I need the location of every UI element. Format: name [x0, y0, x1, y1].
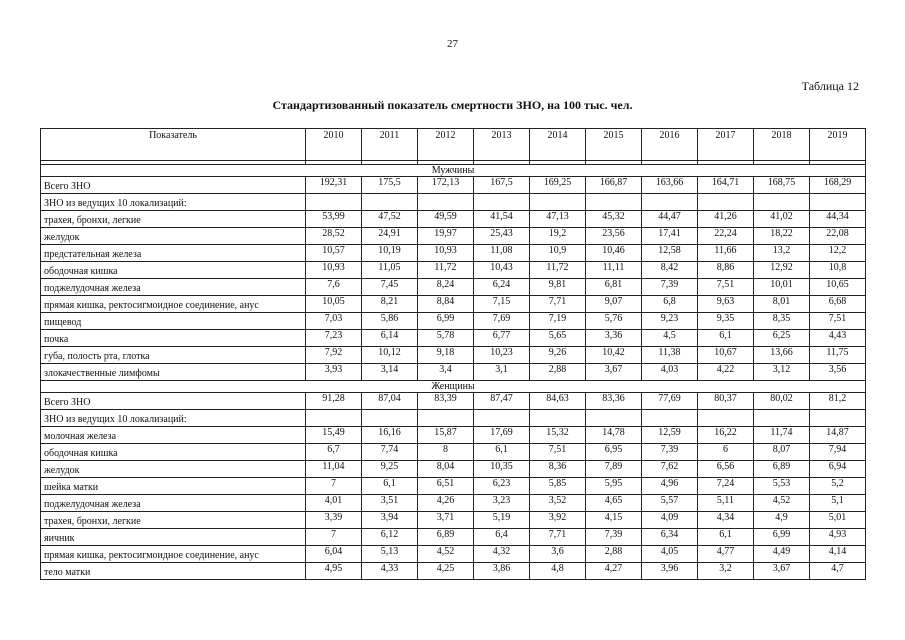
row-value: 47,13 — [530, 211, 586, 228]
header-year: 2019 — [810, 129, 866, 161]
row-name: яичник — [41, 529, 306, 546]
row-value: 3,4 — [418, 364, 474, 381]
row-value: 10,23 — [474, 347, 530, 364]
row-name: Всего ЗНО — [41, 177, 306, 194]
empty-cell — [362, 410, 418, 427]
row-value: 8,04 — [418, 461, 474, 478]
row-value: 163,66 — [642, 177, 698, 194]
row-value: 5,1 — [810, 495, 866, 512]
row-value: 7,74 — [362, 444, 418, 461]
row-value: 10,43 — [474, 262, 530, 279]
row-value: 23,56 — [586, 228, 642, 245]
row-value: 3,1 — [474, 364, 530, 381]
empty-cell — [418, 194, 474, 211]
row-value: 17,41 — [642, 228, 698, 245]
row-value: 10,05 — [306, 296, 362, 313]
row-value: 5,57 — [642, 495, 698, 512]
row-value: 6,99 — [418, 313, 474, 330]
row-value: 6,1 — [474, 444, 530, 461]
row-value: 6,25 — [754, 330, 810, 347]
table-row — [41, 427, 866, 444]
row-value: 25,43 — [474, 228, 530, 245]
row-value: 8,01 — [754, 296, 810, 313]
row-value: 10,46 — [586, 245, 642, 262]
row-name: губа, полость рта, глотка — [41, 347, 306, 364]
row-value: 3,36 — [586, 330, 642, 347]
empty-cell — [586, 410, 642, 427]
row-value: 8,35 — [754, 313, 810, 330]
row-value: 4,93 — [810, 529, 866, 546]
row-value: 4,15 — [586, 512, 642, 529]
row-value: 5,13 — [362, 546, 418, 563]
row-value: 84,63 — [530, 393, 586, 410]
row-value: 7,19 — [530, 313, 586, 330]
row-value: 4,5 — [642, 330, 698, 347]
row-value: 19,97 — [418, 228, 474, 245]
row-value: 8,24 — [418, 279, 474, 296]
row-value: 10,93 — [418, 245, 474, 262]
row-value: 3,93 — [306, 364, 362, 381]
row-value: 17,69 — [474, 427, 530, 444]
row-value: 3,6 — [530, 546, 586, 563]
table-row — [41, 347, 866, 364]
row-value: 83,39 — [418, 393, 474, 410]
row-value: 4,05 — [642, 546, 698, 563]
row-value: 6,4 — [474, 529, 530, 546]
table-body — [41, 161, 866, 580]
row-value: 8 — [418, 444, 474, 461]
row-value: 4,77 — [698, 546, 754, 563]
row-value: 6,24 — [474, 279, 530, 296]
row-value: 6,8 — [642, 296, 698, 313]
row-value: 16,16 — [362, 427, 418, 444]
row-value: 6,7 — [306, 444, 362, 461]
row-value: 3,94 — [362, 512, 418, 529]
header-row — [41, 129, 866, 161]
empty-cell — [810, 410, 866, 427]
row-value: 3,86 — [474, 563, 530, 580]
row-value: 4,22 — [698, 364, 754, 381]
row-value: 15,32 — [530, 427, 586, 444]
row-value: 167,5 — [474, 177, 530, 194]
header-year: 2017 — [698, 129, 754, 161]
row-name: Всего ЗНО — [41, 393, 306, 410]
row-value: 7,39 — [642, 444, 698, 461]
row-value: 4,03 — [642, 364, 698, 381]
row-value: 9,81 — [530, 279, 586, 296]
empty-cell — [306, 410, 362, 427]
row-value: 6,89 — [418, 529, 474, 546]
row-name: тело матки — [41, 563, 306, 580]
row-value: 15,87 — [418, 427, 474, 444]
row-value: 4,95 — [306, 563, 362, 580]
section-label: Женщины — [41, 381, 866, 393]
row-value: 4,25 — [418, 563, 474, 580]
row-value: 5,86 — [362, 313, 418, 330]
row-value: 164,71 — [698, 177, 754, 194]
row-value: 10,8 — [810, 262, 866, 279]
row-value: 168,75 — [754, 177, 810, 194]
empty-cell — [642, 194, 698, 211]
row-value: 4,09 — [642, 512, 698, 529]
row-value: 9,35 — [698, 313, 754, 330]
row-value: 8,07 — [754, 444, 810, 461]
empty-cell — [586, 194, 642, 211]
row-value: 6,89 — [754, 461, 810, 478]
row-value: 11,11 — [586, 262, 642, 279]
row-value: 16,22 — [698, 427, 754, 444]
section-row — [41, 165, 866, 177]
table-row — [41, 245, 866, 262]
row-value: 3,12 — [754, 364, 810, 381]
row-value: 7,51 — [530, 444, 586, 461]
row-value: 41,02 — [754, 211, 810, 228]
table-title: Стандартизованный показатель смертности ЗНО, на 100 тыс. чел. — [272, 98, 633, 112]
header-year: 2018 — [754, 129, 810, 161]
row-value: 11,04 — [306, 461, 362, 478]
row-value: 4,43 — [810, 330, 866, 347]
row-value: 8,36 — [530, 461, 586, 478]
table-row — [41, 495, 866, 512]
empty-cell — [530, 410, 586, 427]
row-value: 14,87 — [810, 427, 866, 444]
subheader-label: ЗНО из ведущих 10 локализаций: — [41, 410, 306, 427]
row-value: 9,63 — [698, 296, 754, 313]
row-value: 11,05 — [362, 262, 418, 279]
row-value: 18,22 — [754, 228, 810, 245]
row-value: 22,08 — [810, 228, 866, 245]
table-row — [41, 262, 866, 279]
table-row — [41, 228, 866, 245]
table-row — [41, 444, 866, 461]
row-value: 5,11 — [698, 495, 754, 512]
row-value: 6,1 — [698, 529, 754, 546]
row-value: 172,13 — [418, 177, 474, 194]
row-value: 49,59 — [418, 211, 474, 228]
row-name: ободочная кишка — [41, 444, 306, 461]
row-value: 80,02 — [754, 393, 810, 410]
table-row — [41, 330, 866, 347]
table-row — [41, 563, 866, 580]
row-value: 7,24 — [698, 478, 754, 495]
row-value: 168,29 — [810, 177, 866, 194]
row-value: 7,15 — [474, 296, 530, 313]
row-value: 11,66 — [698, 245, 754, 262]
row-value: 7 — [306, 478, 362, 495]
table-row — [41, 364, 866, 381]
row-value: 11,72 — [530, 262, 586, 279]
empty-cell — [474, 410, 530, 427]
row-value: 9,26 — [530, 347, 586, 364]
row-value: 7,62 — [642, 461, 698, 478]
row-value: 6,51 — [418, 478, 474, 495]
row-name: пищевод — [41, 313, 306, 330]
row-value: 6,04 — [306, 546, 362, 563]
row-value: 3,14 — [362, 364, 418, 381]
row-value: 4,7 — [810, 563, 866, 580]
table-row — [41, 313, 866, 330]
row-value: 4,9 — [754, 512, 810, 529]
row-value: 6,14 — [362, 330, 418, 347]
row-name: поджелудочная железа — [41, 279, 306, 296]
row-value: 87,47 — [474, 393, 530, 410]
row-value: 7,51 — [810, 313, 866, 330]
row-value: 4,34 — [698, 512, 754, 529]
empty-cell — [418, 410, 474, 427]
row-value: 5,95 — [586, 478, 642, 495]
row-value: 53,99 — [306, 211, 362, 228]
row-value: 7,6 — [306, 279, 362, 296]
row-name: трахея, бронхи, легкие — [41, 512, 306, 529]
table-row — [41, 546, 866, 563]
row-value: 4,26 — [418, 495, 474, 512]
row-value: 3,96 — [642, 563, 698, 580]
empty-cell — [754, 194, 810, 211]
row-value: 91,28 — [306, 393, 362, 410]
table-row — [41, 512, 866, 529]
row-value: 3,2 — [698, 563, 754, 580]
row-value: 6,23 — [474, 478, 530, 495]
row-value: 166,87 — [586, 177, 642, 194]
empty-cell — [810, 194, 866, 211]
header-year: 2016 — [642, 129, 698, 161]
row-value: 11,75 — [810, 347, 866, 364]
row-value: 10,57 — [306, 245, 362, 262]
header-year: 2012 — [418, 129, 474, 161]
row-value: 9,25 — [362, 461, 418, 478]
row-value: 19,2 — [530, 228, 586, 245]
page-number: 27 — [447, 38, 458, 50]
row-value: 11,74 — [754, 427, 810, 444]
header-year: 2014 — [530, 129, 586, 161]
row-value: 10,65 — [810, 279, 866, 296]
row-value: 44,47 — [642, 211, 698, 228]
row-value: 7,45 — [362, 279, 418, 296]
row-value: 8,42 — [642, 262, 698, 279]
table-row — [41, 211, 866, 228]
row-value: 10,12 — [362, 347, 418, 364]
row-name: прямая кишка, ректосигмоидное соединение, анус — [41, 296, 306, 313]
row-value: 5,01 — [810, 512, 866, 529]
table-label: Таблица 12 — [801, 79, 859, 93]
row-value: 10,9 — [530, 245, 586, 262]
row-value: 6,12 — [362, 529, 418, 546]
row-name: злокачественные лимфомы — [41, 364, 306, 381]
row-value: 7,71 — [530, 529, 586, 546]
row-value: 4,52 — [418, 546, 474, 563]
row-value: 4,96 — [642, 478, 698, 495]
row-value: 5,53 — [754, 478, 810, 495]
row-value: 12,58 — [642, 245, 698, 262]
section-row — [41, 381, 866, 393]
table-row — [41, 296, 866, 313]
row-name: ободочная кишка — [41, 262, 306, 279]
header-year: 2010 — [306, 129, 362, 161]
empty-cell — [698, 194, 754, 211]
row-value: 175,5 — [362, 177, 418, 194]
row-value: 10,01 — [754, 279, 810, 296]
row-value: 15,49 — [306, 427, 362, 444]
row-value: 6,68 — [810, 296, 866, 313]
row-name: молочная железа — [41, 427, 306, 444]
row-value: 6,1 — [698, 330, 754, 347]
row-value: 10,19 — [362, 245, 418, 262]
header-indicator: Показатель — [41, 129, 306, 161]
header-year: 2011 — [362, 129, 418, 161]
row-name: почка — [41, 330, 306, 347]
empty-cell — [642, 410, 698, 427]
empty-cell — [474, 194, 530, 211]
row-value: 6,77 — [474, 330, 530, 347]
row-value: 3,92 — [530, 512, 586, 529]
empty-cell — [754, 410, 810, 427]
row-value: 6,56 — [698, 461, 754, 478]
row-value: 6,95 — [586, 444, 642, 461]
row-value: 7,92 — [306, 347, 362, 364]
row-value: 4,8 — [530, 563, 586, 580]
empty-cell — [530, 194, 586, 211]
row-name: прямая кишка, ректосигмоидное соединение, анус — [41, 546, 306, 563]
row-value: 83,36 — [586, 393, 642, 410]
table-row — [41, 461, 866, 478]
header-year: 2013 — [474, 129, 530, 161]
row-value: 5,76 — [586, 313, 642, 330]
row-value: 2,88 — [530, 364, 586, 381]
row-value: 7,39 — [586, 529, 642, 546]
row-value: 3,67 — [586, 364, 642, 381]
row-value: 4,27 — [586, 563, 642, 580]
row-value: 4,32 — [474, 546, 530, 563]
row-value: 3,56 — [810, 364, 866, 381]
empty-cell — [362, 194, 418, 211]
row-value: 6,99 — [754, 529, 810, 546]
row-value: 6,81 — [586, 279, 642, 296]
row-name: шейка матки — [41, 478, 306, 495]
row-value: 87,04 — [362, 393, 418, 410]
row-name: предстательная железа — [41, 245, 306, 262]
table-row — [41, 478, 866, 495]
row-value: 7,39 — [642, 279, 698, 296]
row-value: 13,66 — [754, 347, 810, 364]
row-value: 7,23 — [306, 330, 362, 347]
row-value: 81,2 — [810, 393, 866, 410]
row-value: 5,65 — [530, 330, 586, 347]
row-value: 3,67 — [754, 563, 810, 580]
row-value: 13,2 — [754, 245, 810, 262]
row-value: 4,01 — [306, 495, 362, 512]
table-row — [41, 279, 866, 296]
row-value: 9,07 — [586, 296, 642, 313]
row-value: 6 — [698, 444, 754, 461]
row-name: поджелудочная железа — [41, 495, 306, 512]
row-value: 5,78 — [418, 330, 474, 347]
row-value: 2,88 — [586, 546, 642, 563]
row-value: 3,51 — [362, 495, 418, 512]
row-value: 3,52 — [530, 495, 586, 512]
row-value: 12,59 — [642, 427, 698, 444]
row-value: 7,69 — [474, 313, 530, 330]
row-value: 22,24 — [698, 228, 754, 245]
row-value: 10,67 — [698, 347, 754, 364]
row-value: 44,34 — [810, 211, 866, 228]
row-value: 7,94 — [810, 444, 866, 461]
row-value: 80,37 — [698, 393, 754, 410]
row-value: 4,14 — [810, 546, 866, 563]
row-value: 4,52 — [754, 495, 810, 512]
row-value: 11,72 — [418, 262, 474, 279]
row-name: желудок — [41, 228, 306, 245]
row-value: 9,18 — [418, 347, 474, 364]
section-label: Мужчины — [41, 165, 866, 177]
row-value: 8,84 — [418, 296, 474, 313]
row-name: трахея, бронхи, легкие — [41, 211, 306, 228]
row-value: 12,92 — [754, 262, 810, 279]
row-value: 7,71 — [530, 296, 586, 313]
row-value: 5,2 — [810, 478, 866, 495]
row-value: 3,23 — [474, 495, 530, 512]
row-value: 6,94 — [810, 461, 866, 478]
header-year: 2015 — [586, 129, 642, 161]
row-value: 6,1 — [362, 478, 418, 495]
row-value: 77,69 — [642, 393, 698, 410]
row-value: 6,34 — [642, 529, 698, 546]
table-row — [41, 393, 866, 410]
row-value: 192,31 — [306, 177, 362, 194]
row-value: 8,21 — [362, 296, 418, 313]
row-value: 5,85 — [530, 478, 586, 495]
row-value: 7 — [306, 529, 362, 546]
row-value: 12,2 — [810, 245, 866, 262]
row-value: 4,65 — [586, 495, 642, 512]
row-value: 4,49 — [754, 546, 810, 563]
row-value: 47,52 — [362, 211, 418, 228]
row-value: 4,33 — [362, 563, 418, 580]
row-value: 7,03 — [306, 313, 362, 330]
row-value: 24,91 — [362, 228, 418, 245]
row-value: 7,51 — [698, 279, 754, 296]
row-value: 3,39 — [306, 512, 362, 529]
mortality-table — [40, 128, 866, 580]
row-value: 10,35 — [474, 461, 530, 478]
table-row — [41, 529, 866, 546]
row-value: 11,38 — [642, 347, 698, 364]
empty-cell — [306, 194, 362, 211]
row-value: 10,42 — [586, 347, 642, 364]
subheader-label: ЗНО из ведущих 10 локализаций: — [41, 194, 306, 211]
row-value: 3,71 — [418, 512, 474, 529]
row-value: 169,25 — [530, 177, 586, 194]
row-name: желудок — [41, 461, 306, 478]
subheader-row — [41, 194, 866, 211]
row-value: 5,19 — [474, 512, 530, 529]
row-value: 41,26 — [698, 211, 754, 228]
table-row — [41, 177, 866, 194]
empty-cell — [698, 410, 754, 427]
subheader-row — [41, 410, 866, 427]
row-value: 7,89 — [586, 461, 642, 478]
row-value: 14,78 — [586, 427, 642, 444]
row-value: 8,86 — [698, 262, 754, 279]
row-value: 41,54 — [474, 211, 530, 228]
row-value: 10,93 — [306, 262, 362, 279]
row-value: 45,32 — [586, 211, 642, 228]
row-value: 28,52 — [306, 228, 362, 245]
row-value: 9,23 — [642, 313, 698, 330]
row-value: 11,08 — [474, 245, 530, 262]
